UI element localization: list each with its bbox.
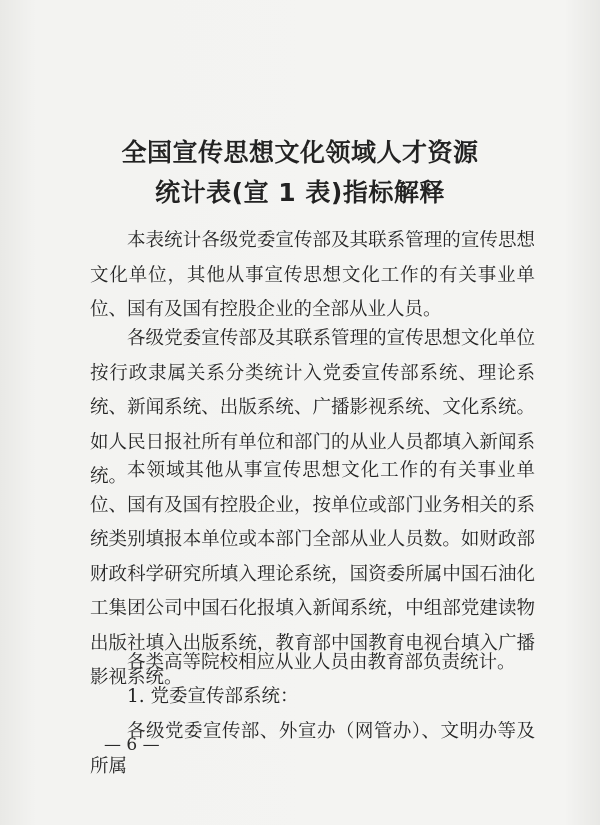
paragraph-scope: 本表统计各级党委宣传部及其联系管理的宣传思想文化单位，其他从事宣传思想文化工作的有关事业单位、国有及国有控股企业的全部从业人员。 (90, 230, 535, 320)
section-heading-1: 1. 党委宣传部系统： (127, 686, 299, 707)
document-title-line-1: 全国宣传思想文化领域人才资源 (121, 138, 479, 167)
paragraph-classification: 各级党委宣传部及其联系管理的宣传思想文化单位按行政隶属关系分类统计入党委宣传部系统、理论系统、新闻系统、出版系统、广播影视系统、文化系统。如人民日报社所有单位和部门的从业人员都填入新闻系统。 (90, 328, 535, 487)
paragraph-section-1: 各级党委宣传部、外宣办（网管办）、文明办等及所属 (90, 721, 535, 777)
page-number: — 6 — (104, 735, 160, 755)
paragraph-other-units: 本领域其他从事宣传思想文化工作的有关事业单位、国有及国有控股企业，按单位或部门业务相关的系统类别填报本单位或本部门全部从业人员数。如财政部财政科学研究所填入理论系统，国资委所属中国石油化工集团公司中国石化报填入新闻系统，中组部党建读物出版社填入出版系统，教育部中国教育电视台填入广播影视系统。 (90, 460, 535, 688)
paragraph-universities: 各类高等院校相应从业人员由教育部负责统计。 (127, 652, 516, 673)
document-title-line-2: 统计表(宣 1 表)指标解释 (155, 178, 445, 207)
